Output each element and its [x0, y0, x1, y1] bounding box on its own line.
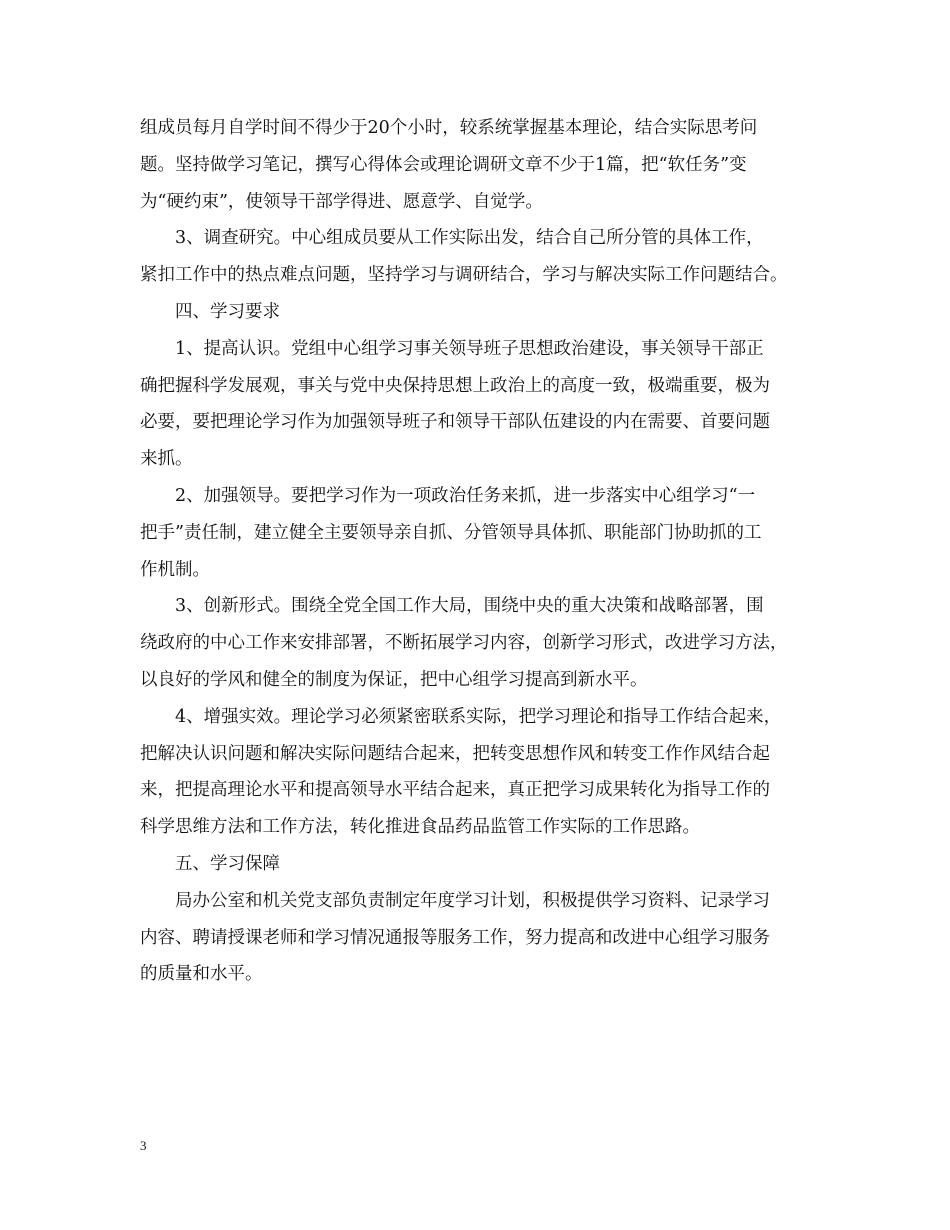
paragraph-line: 1、提高认识。党组中心组学习事关领导班子思想政治建设，事关领导干部正 [175, 338, 764, 359]
text-line: 把解决认识问题和解决实际问题结合起来，把转变思想作风和转变工作作风结合起 [140, 743, 770, 764]
text-line: 确把握科学发展观，事关与党中央保持思想上政治上的高度一致，极端重要，极为 [140, 375, 770, 396]
paragraph-line: 局办公室和机关党支部负责制定年度学习计划，积极提供学习资料、记录学习 [175, 890, 770, 911]
text-line: 内容、聘请授课老师和学习情况通报等服务工作，努力提高和改进中心组学习服务 [140, 927, 770, 948]
text-line: 来，把提高理论水平和提高领导水平结合起来，真正把学习成果转化为指导工作的 [140, 780, 770, 801]
paragraph-line: 4、增强实效。理论学习必须紧密联系实际，把学习理论和指导工作结合起来， [175, 706, 782, 727]
section-heading: 五、学习保障 [175, 853, 280, 874]
section-heading: 四、学习要求 [175, 301, 280, 322]
text-line: 来抓。 [140, 449, 193, 470]
text-line: 紧扣工作中的热点难点问题，坚持学习与调研结合，学习与解决实际工作问题结合。 [140, 265, 788, 286]
document-body [140, 110, 830, 993]
text-line: 科学思维方法和工作方法，转化推进食品药品监管工作实际的工作思路。 [140, 817, 700, 838]
text-line: 绕政府的中心工作来安排部署，不断拓展学习内容，创新学习形式，改进学习方法， [140, 633, 788, 654]
paragraph-line: 2、加强领导。要把学习作为一项政治任务来抓，进一步落实中心组学习“一 [175, 485, 756, 506]
text-line: 以良好的学风和健全的制度为保证，把中心组学习提高到新水平。 [140, 669, 648, 690]
text-line: 的质量和水平。 [140, 964, 263, 985]
text-line: 组成员每月自学时间不得少于20个小时，较系统掌握基本理论，结合实际思考问 [140, 118, 758, 138]
text-line: 把手”责任制，建立健全主要领导亲自抓、分管领导具体抓、职能部门协助抓的工 [140, 522, 762, 543]
text-line: 必要，要把理论学习作为加强领导班子和领导干部队伍建设的内在需要、首要问题 [140, 412, 770, 433]
paragraph-line: 3、调查研究。中心组成员要从工作实际出发，结合自己所分管的具体工作， [175, 228, 764, 249]
text-line: 作机制。 [140, 559, 210, 580]
text-line: 题。坚持做学习笔记，撰写心得体会或理论调研文章不少于1篇，把“软任务”变 [140, 154, 747, 175]
text-line: 为“硬约束”，使领导干部学得进、愿意学、自觉学。 [140, 191, 543, 212]
page-number: 3 [140, 1138, 147, 1153]
paragraph-line: 3、创新形式。围绕全党全国工作大局，围绕中央的重大决策和战略部署，围 [175, 596, 764, 617]
